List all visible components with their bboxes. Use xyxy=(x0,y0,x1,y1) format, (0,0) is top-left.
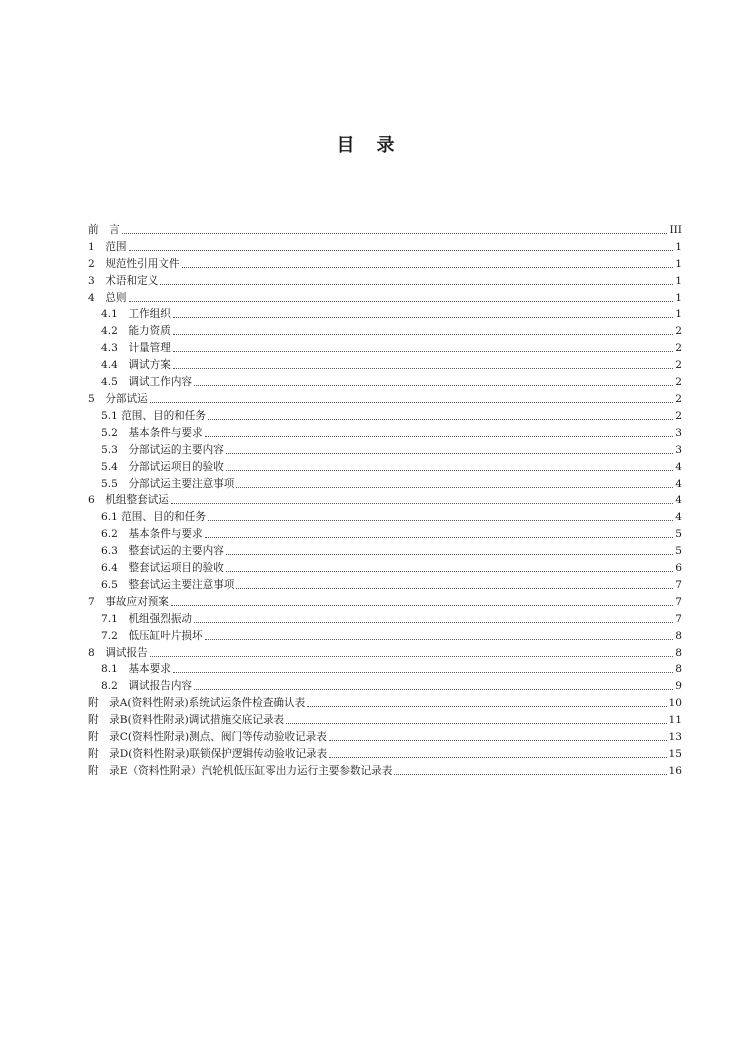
toc-entry[interactable] xyxy=(88,660,682,677)
toc-entry[interactable] xyxy=(88,676,682,693)
toc-dot-leader xyxy=(129,250,674,251)
toc-dot-leader xyxy=(226,470,673,471)
toc-entry-label: 6.1 范围、目的和任务 xyxy=(101,511,206,524)
toc-entry-page-number: 1 xyxy=(675,308,682,321)
toc-entry-page-number: 8 xyxy=(675,646,682,659)
toc-entry-page-number: 2 xyxy=(675,392,682,405)
toc-dot-leader xyxy=(205,537,674,538)
toc-entry-label: 4 总则 xyxy=(88,291,127,304)
toc-entry[interactable] xyxy=(88,541,682,558)
toc-entry-label: 附 录D(资料性附录)联锁保护逻辑传动验收记录表 xyxy=(88,748,328,760)
toc-entry-page-number: 4 xyxy=(675,477,682,490)
toc-dot-leader xyxy=(122,233,668,234)
toc-dot-leader xyxy=(329,757,666,758)
toc-dot-leader xyxy=(236,588,673,589)
toc-entry[interactable] xyxy=(88,423,682,440)
toc-dot-leader xyxy=(194,689,673,690)
toc-entry-page-number: 4 xyxy=(675,511,682,524)
toc-entry-page-number: 9 xyxy=(675,680,682,693)
toc-entry-label: 6.2 基本条件与要求 xyxy=(101,528,203,541)
toc-dot-leader xyxy=(173,317,673,318)
toc-entry-page-number: 1 xyxy=(675,240,682,253)
toc-entry-page-number: 3 xyxy=(675,426,682,439)
toc-entry-page-number: III xyxy=(669,223,682,236)
toc-entry[interactable] xyxy=(88,643,682,660)
toc-entry[interactable] xyxy=(88,609,682,626)
toc-entry-page-number: 2 xyxy=(675,359,682,372)
toc-entry-label: 7 事故应对预案 xyxy=(88,595,169,608)
toc-dot-leader xyxy=(236,487,673,488)
toc-dot-leader xyxy=(226,554,673,555)
toc-entry-page-number: 1 xyxy=(675,274,682,287)
toc-entry-label: 前 言 xyxy=(88,223,120,236)
toc-entry[interactable] xyxy=(88,389,682,406)
toc-entry-label: 5.1 范围、目的和任务 xyxy=(101,409,206,422)
toc-entry[interactable] xyxy=(88,254,682,271)
toc-entry-label: 6.4 整套试运项目的验收 xyxy=(101,562,224,575)
toc-entry[interactable] xyxy=(88,338,682,355)
toc-entry-page-number: 7 xyxy=(675,578,682,591)
toc-dot-leader xyxy=(173,672,673,673)
toc-entry[interactable] xyxy=(88,457,682,474)
toc-entry[interactable] xyxy=(88,237,682,254)
toc-entry-label: 附 录E（资料性附录）汽轮机低压缸零出力运行主要参数记录表 xyxy=(88,764,393,777)
toc-entry[interactable] xyxy=(88,474,682,491)
toc-entry-page-number: 1 xyxy=(675,257,682,270)
toc-entry-label: 4.5 调试工作内容 xyxy=(101,376,193,389)
toc-entry[interactable] xyxy=(88,491,682,508)
toc-entry-label: 附 录A(资料性附录)系统试运条件检查确认表 xyxy=(88,697,306,710)
toc-entry-label: 5.3 分部试运的主要内容 xyxy=(101,443,224,456)
toc-entry-label: 8.1 基本要求 xyxy=(101,663,171,676)
toc-dot-leader xyxy=(226,453,673,454)
toc-entry[interactable] xyxy=(88,710,682,727)
toc-dot-leader xyxy=(173,334,673,335)
toc-dot-leader xyxy=(150,402,674,403)
toc-entry-page-number: 2 xyxy=(675,342,682,355)
toc-entry-label: 4.2 能力资质 xyxy=(101,325,171,338)
toc-entry[interactable] xyxy=(88,305,682,322)
toc-dot-leader xyxy=(286,723,666,724)
toc-entry-page-number: 1 xyxy=(675,291,682,304)
toc-entry[interactable] xyxy=(88,288,682,305)
toc-dot-leader xyxy=(205,639,674,640)
toc-entry-label: 5.4 分部试运项目的验收 xyxy=(101,460,224,473)
toc-entry-page-number: 15 xyxy=(668,748,682,760)
toc-dot-leader xyxy=(205,436,674,437)
toc-dot-leader xyxy=(171,503,673,504)
toc-entry-page-number: 6 xyxy=(675,562,682,575)
toc-entry[interactable] xyxy=(88,440,682,457)
toc-entry[interactable] xyxy=(88,592,682,609)
toc-entry-label: 3 术语和定义 xyxy=(88,274,159,287)
toc-entry[interactable] xyxy=(88,575,682,592)
toc-entry-page-number: 8 xyxy=(675,663,682,676)
toc-entry[interactable] xyxy=(88,761,682,778)
page-title: 目 录 xyxy=(336,135,397,156)
toc-entry-label: 附 录B(资料性附录)调试措施交底记录表 xyxy=(88,714,285,727)
toc-dot-leader xyxy=(226,571,673,572)
table-of-contents xyxy=(88,220,682,778)
toc-entry-page-number: 2 xyxy=(675,325,682,338)
toc-dot-leader xyxy=(129,301,674,302)
toc-entry[interactable] xyxy=(88,372,682,389)
toc-entry[interactable] xyxy=(88,220,682,237)
toc-entry[interactable] xyxy=(88,744,682,761)
toc-entry-label: 7.2 低压缸叶片损坏 xyxy=(101,629,203,642)
toc-entry-page-number: 7 xyxy=(675,595,682,608)
toc-entry-label: 4.1 工作组织 xyxy=(101,308,171,321)
toc-dot-leader xyxy=(150,656,674,657)
toc-entry-page-number: 2 xyxy=(675,376,682,389)
toc-dot-leader xyxy=(329,740,667,741)
toc-entry-page-number: 4 xyxy=(675,460,682,473)
toc-entry[interactable] xyxy=(88,558,682,575)
toc-entry-label: 8.2 调试报告内容 xyxy=(101,680,193,693)
toc-entry-label: 6.3 整套试运的主要内容 xyxy=(101,545,224,558)
toc-entry-page-number: 5 xyxy=(675,528,682,541)
toc-entry-page-number: 7 xyxy=(675,612,682,625)
toc-entry[interactable] xyxy=(88,727,682,744)
toc-entry-label: 5 分部试运 xyxy=(88,392,148,405)
toc-entry-page-number: 10 xyxy=(668,697,682,710)
toc-entry-page-number: 16 xyxy=(668,764,682,777)
toc-entry-page-number: 3 xyxy=(675,443,682,456)
toc-entry-page-number: 5 xyxy=(675,545,682,558)
toc-entry[interactable] xyxy=(88,406,682,423)
toc-entry-label: 4.4 调试方案 xyxy=(101,359,171,372)
toc-entry-page-number: 8 xyxy=(675,629,682,642)
toc-entry[interactable] xyxy=(88,507,682,524)
toc-entry-label: 5.5 分部试运主要注意事项 xyxy=(101,477,235,490)
toc-dot-leader xyxy=(194,622,673,623)
toc-dot-leader xyxy=(194,385,673,386)
toc-entry[interactable] xyxy=(88,271,682,288)
toc-dot-leader xyxy=(171,605,673,606)
toc-dot-leader xyxy=(307,706,666,707)
toc-entry-label: 4.3 计量管理 xyxy=(101,342,171,355)
toc-entry-label: 7.1 机组强烈振动 xyxy=(101,612,193,625)
toc-dot-leader xyxy=(182,267,674,268)
toc-entry-page-number: 4 xyxy=(675,494,682,507)
toc-entry-label: 2 规范性引用文件 xyxy=(88,257,180,270)
toc-entry-label: 5.2 基本条件与要求 xyxy=(101,426,203,439)
toc-entry-label: 6 机组整套试运 xyxy=(88,494,169,507)
toc-dot-leader xyxy=(208,419,673,420)
toc-dot-leader xyxy=(394,774,666,775)
toc-dot-leader xyxy=(173,368,673,369)
toc-entry[interactable] xyxy=(88,693,682,710)
toc-entry-page-number: 11 xyxy=(668,714,682,727)
toc-entry[interactable] xyxy=(88,355,682,372)
toc-dot-leader xyxy=(173,351,673,352)
toc-dot-leader xyxy=(160,284,673,285)
toc-entry-label: 8 调试报告 xyxy=(88,646,148,659)
toc-entry-page-number: 2 xyxy=(675,409,682,422)
toc-entry-label: 1 范围 xyxy=(88,240,127,253)
toc-entry-label: 6.5 整套试运主要注意事项 xyxy=(101,578,235,591)
toc-entry[interactable] xyxy=(88,524,682,541)
toc-entry[interactable] xyxy=(88,626,682,643)
toc-entry-label: 附 录C(资料性附录)测点、阀门等传动验收记录表 xyxy=(88,731,327,744)
toc-dot-leader xyxy=(208,520,673,521)
toc-entry[interactable] xyxy=(88,321,682,338)
toc-entry-page-number: 13 xyxy=(668,731,682,744)
